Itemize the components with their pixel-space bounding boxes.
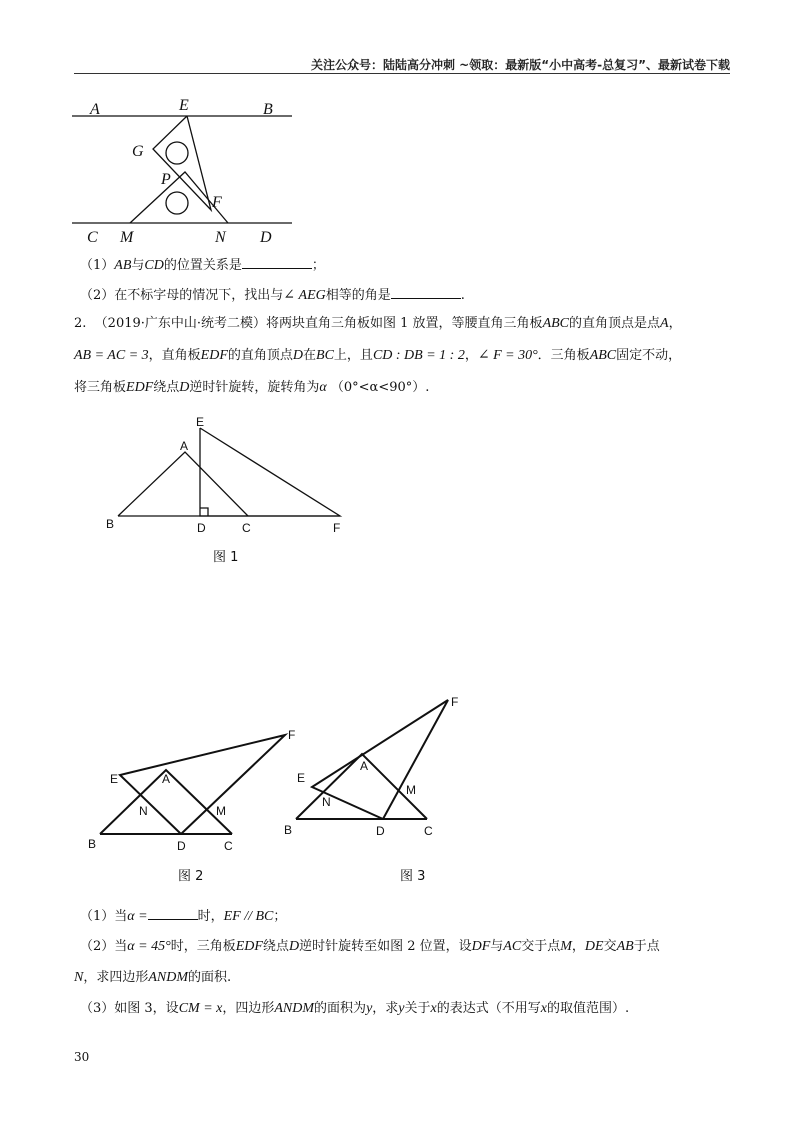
label-f: F <box>451 695 459 709</box>
part-1: （1）当α = 时，EF // BC； <box>80 909 287 924</box>
header-divider <box>74 73 730 74</box>
figure-3-caption: 图 3 <box>400 869 426 884</box>
label-c: C <box>424 824 433 838</box>
part-2-line1: （2）当α = 45°时，三角板EDF绕点D逆时针旋转至如图 2 位置，设DF与AC交于点M，DE交AB于点 <box>80 939 660 954</box>
label-n: N <box>215 229 226 246</box>
label-d: D <box>376 824 385 838</box>
label-e: E <box>179 97 189 114</box>
label-c: C <box>242 521 251 535</box>
right-angle-mark <box>200 508 208 516</box>
figure-2-caption: 图 2 <box>178 869 204 884</box>
label-e: E <box>110 772 119 786</box>
figure-2 <box>84 725 304 855</box>
label-m: M <box>406 783 416 797</box>
circle-upper <box>166 142 188 164</box>
q2-line3: 将三角板EDF绕点D逆时针旋转，旋转角为α （0°<α<90°）. <box>74 380 430 395</box>
label-b: B <box>263 101 273 118</box>
answer-blank <box>242 256 312 269</box>
label-d: D <box>197 521 206 535</box>
answer-blank <box>391 286 461 299</box>
triangle-edf <box>312 700 448 819</box>
label-b: B <box>88 837 97 851</box>
triangle-abc <box>118 452 248 516</box>
label-n: N <box>139 804 148 818</box>
label-f: F <box>212 194 222 211</box>
label-d: D <box>260 229 272 246</box>
q2-line1: 2. （2019·广东中山·统考二模）将两块直角三角板如图 1 放置，等腰直角三角板ABC的直角顶点是点A， <box>74 316 682 331</box>
label-f: F <box>333 521 341 535</box>
label-b: B <box>284 823 293 837</box>
figure-parallel-lines <box>70 92 300 248</box>
triangle-edf <box>120 735 285 834</box>
page-number: 30 <box>74 1050 90 1064</box>
label-c: C <box>87 229 98 246</box>
label-e: E <box>297 771 306 785</box>
label-b: B <box>106 517 115 531</box>
label-m: M <box>216 804 226 818</box>
part-3: （3）如图 3，设CM = x，四边形ANDM的面积为y，求y关于x的表达式（不用写x的取值范围）. <box>80 1001 630 1016</box>
q1-part1: （1）AB与CD的位置关系是 ； <box>80 258 325 273</box>
label-c: C <box>224 839 233 853</box>
label-a: A <box>360 759 369 773</box>
label-g: G <box>132 143 144 160</box>
label-f: F <box>288 728 296 742</box>
triangle-edf <box>200 428 340 516</box>
label-a: A <box>90 101 100 118</box>
label-m: M <box>120 229 134 246</box>
label-n: N <box>322 795 331 809</box>
answer-blank <box>148 907 198 920</box>
figure-3 <box>280 692 480 842</box>
label-d: D <box>177 839 186 853</box>
label-a: A <box>180 439 189 453</box>
label-p: P <box>161 171 171 188</box>
part-2-line2: N，求四边形ANDM的面积. <box>74 970 232 985</box>
label-a: A <box>162 772 171 786</box>
figure-1 <box>100 412 360 542</box>
q1-part2: （2）在不标字母的情况下，找出与∠ AEG相等的角是 . <box>80 288 465 303</box>
figure-1-caption: 图 1 <box>213 550 239 565</box>
circle-lower <box>166 192 188 214</box>
page-header: 关注公众号：陆陆高分冲刺 ~领取：最新版“小中高考-总复习”、最新试卷下载 <box>311 58 730 72</box>
q2-line2: AB = AC = 3，直角板EDF的直角顶点D在BC上，且CD : DB = 1 : 2，∠ F = 30°．三角板ABC固定不动， <box>74 348 682 363</box>
label-e: E <box>196 415 205 429</box>
